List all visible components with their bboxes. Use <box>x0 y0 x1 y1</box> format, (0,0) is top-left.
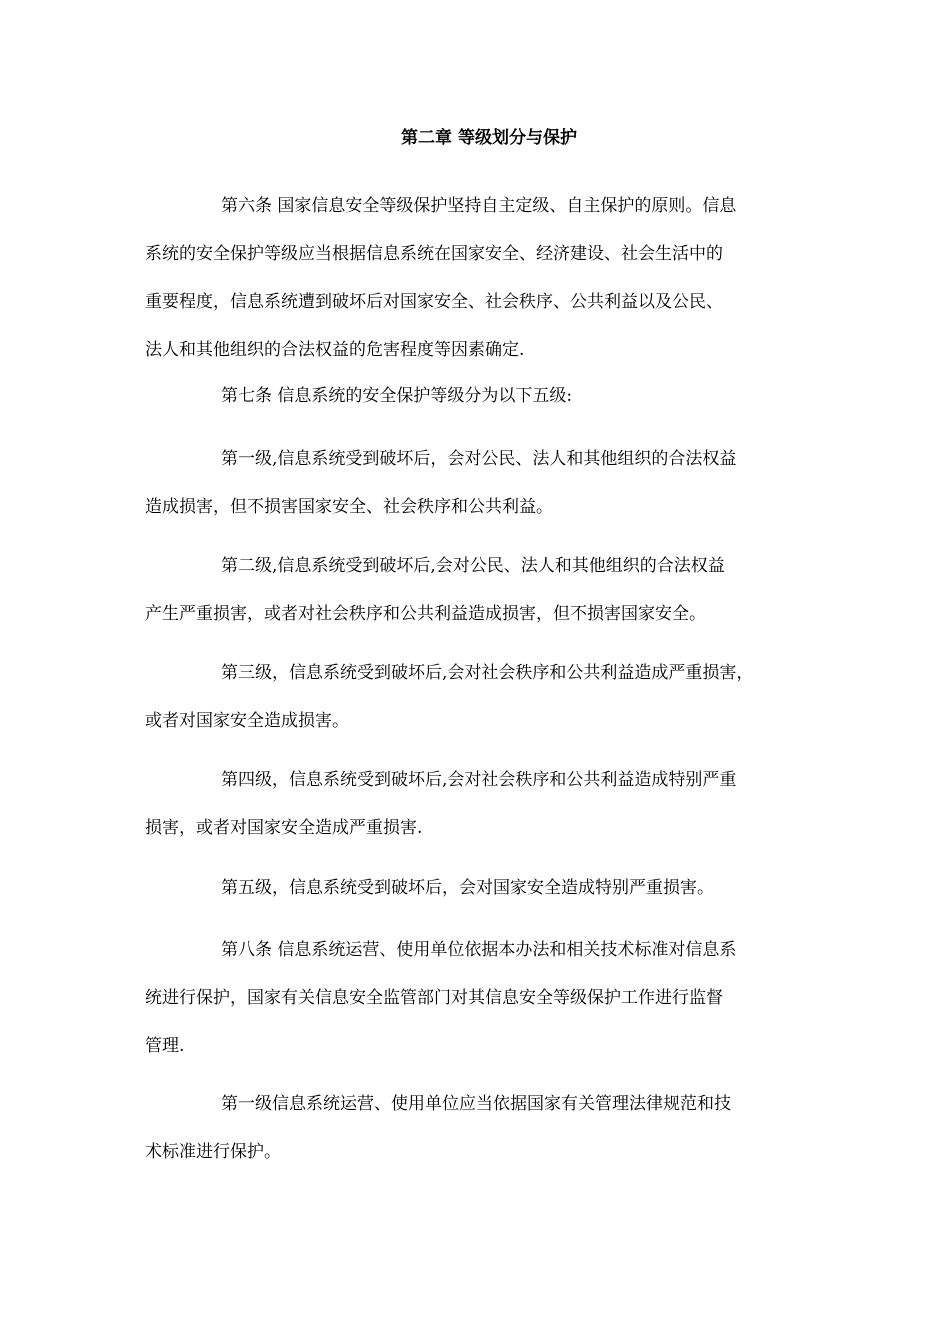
paragraph-line: 统进行保护，国家有关信息安全监管部门对其信息安全等级保护工作进行监督 <box>145 988 723 1008</box>
article-8-paragraph <box>145 926 825 1070</box>
level-3-paragraph <box>145 649 825 745</box>
paragraph-line: 系统的安全保护等级应当根据信息系统在国家安全、经济建设、社会生活中的 <box>145 244 723 264</box>
paragraph-line: 损害，或者对国家安全造成严重损害. <box>145 818 423 838</box>
paragraph-line: 重要程度，信息系统遭到破坏后对国家安全、社会秩序、公共利益以及公民、 <box>145 292 723 312</box>
paragraph-line: 第八条 信息系统运营、使用单位依据本办法和相关技术标准对信息系 <box>221 940 737 960</box>
paragraph-line: 或者对国家安全造成损害。 <box>145 711 349 731</box>
level-1-paragraph <box>145 435 825 531</box>
paragraph-line: 管理. <box>145 1036 185 1056</box>
paragraph-line: 产生严重损害，或者对社会秩序和公共利益造成损害，但不损害国家安全。 <box>145 604 706 624</box>
article-6-paragraph <box>145 182 825 374</box>
paragraph-line: 第三级，信息系统受到破坏后,会对社会秩序和公共利益造成严重损害， <box>221 663 754 683</box>
level-5-paragraph <box>145 864 825 912</box>
paragraph-line: 第二级,信息系统受到破坏后,会对公民、法人和其他组织的合法权益 <box>221 556 725 576</box>
paragraph-line: 第六条 国家信息安全等级保护坚持自主定级、自主保护的原则。信息 <box>221 196 737 216</box>
paragraph-line: 造成损害，但不损害国家安全、社会秩序和公共利益。 <box>145 497 553 517</box>
paragraph-line: 第七条 信息系统的安全保护等级分为以下五级: <box>221 386 573 406</box>
paragraph-line: 第一级,信息系统受到破坏后，会对公民、法人和其他组织的合法权益 <box>221 449 737 469</box>
level-2-paragraph <box>145 542 825 638</box>
article-7-paragraph <box>145 372 825 420</box>
level-4-paragraph <box>145 756 825 852</box>
paragraph-line: 术标准进行保护。 <box>145 1142 281 1162</box>
level-1-protection-paragraph <box>145 1080 825 1176</box>
chapter-title: 第二章 等级划分与保护 <box>401 128 577 148</box>
paragraph-line: 第一级信息系统运营、使用单位应当依据国家有关管理法律规范和技 <box>221 1094 731 1114</box>
paragraph-line: 法人和其他组织的合法权益的危害程度等因素确定. <box>145 340 525 360</box>
paragraph-line: 第四级，信息系统受到破坏后,会对社会秩序和公共利益造成特别严重 <box>221 770 737 790</box>
paragraph-line: 第五级，信息系统受到破坏后，会对国家安全造成特别严重损害。 <box>221 878 714 898</box>
